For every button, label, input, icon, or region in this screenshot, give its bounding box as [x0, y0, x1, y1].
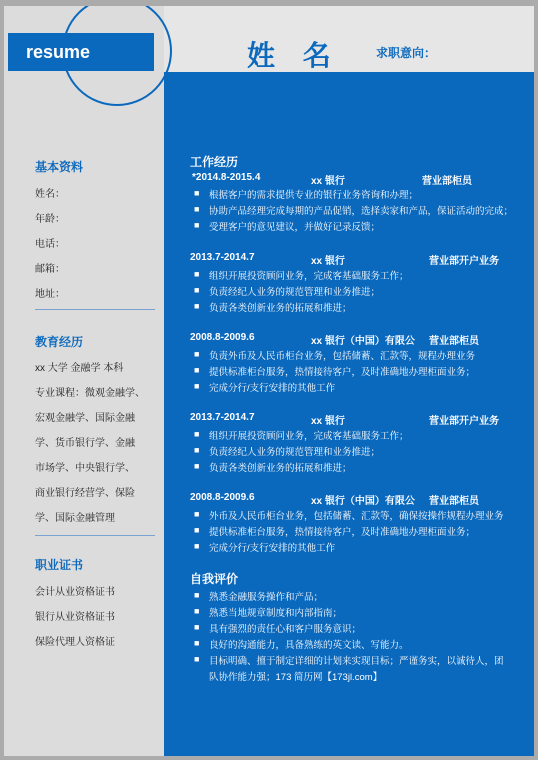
field-address: 地址：: [35, 289, 65, 300]
bullet-icon: ■: [194, 654, 200, 664]
edu-line: 学、国际金融管理: [35, 513, 115, 524]
section-divider: [35, 535, 155, 536]
eval-line: 具有强烈的责任心和客户服务意识；: [209, 624, 362, 635]
eval-line: 良好的沟通能力，具备熟练的英文读、写能力。: [209, 640, 409, 651]
bullet-icon: ■: [194, 220, 200, 230]
job-position: 营业部柜员: [429, 496, 479, 507]
duty-line: 负责经纪人业务的规范管理和业务推进；: [209, 287, 381, 298]
edu-line: xx 大学 金融学 本科: [35, 363, 124, 374]
cert-line: 保险代理人资格证: [35, 637, 115, 648]
job-date: *2014.8-2015.4: [192, 172, 261, 183]
bullet-icon: ■: [194, 269, 200, 279]
field-name: 姓名：: [35, 189, 65, 200]
job-date: 2008.8-2009.6: [190, 492, 255, 503]
certificates-title: 职业证书: [35, 558, 84, 572]
edu-line: 专业课程：微观金融学、: [35, 388, 145, 399]
duty-line: 提供标准柜台服务，热情接待客户，及时准确地办理柜面业务；: [209, 527, 476, 538]
eval-line: 熟悉金融服务操作和产品；: [209, 592, 324, 603]
work-title: 工作经历: [190, 155, 239, 169]
bullet-icon: ■: [194, 349, 200, 359]
duty-line: 负责经纪人业务的规范管理和业务推进；: [209, 447, 381, 458]
duty-line: 根据客户的需求提供专业的银行业务咨询和办理；: [209, 190, 419, 201]
duty-line: 提供标准柜台服务，热情接待客户，及时准确地办理柜面业务；: [209, 367, 476, 378]
job-position: 营业部开户业务: [429, 256, 499, 267]
eval-line: 队协作能力强；173 简历网【173jl.com】: [209, 672, 383, 683]
bullet-icon: ■: [194, 445, 200, 455]
field-phone: 电话：: [35, 239, 65, 250]
edu-line: 市场学、中央银行学、: [35, 463, 135, 474]
candidate-name: 姓 名: [247, 40, 341, 71]
section-divider: [35, 309, 155, 310]
bullet-icon: ■: [194, 381, 200, 391]
job-date: 2008.8-2009.6: [190, 332, 255, 343]
job-date: 2013.7-2014.7: [190, 412, 255, 423]
bullet-icon: ■: [194, 188, 200, 198]
resume-page: [4, 6, 534, 756]
bullet-icon: ■: [194, 541, 200, 551]
job-date: 2013.7-2014.7: [190, 252, 255, 263]
duty-line: 完成分行/支行安排的其他工作: [209, 383, 336, 394]
duty-line: 负责各类创新业务的拓展和推进；: [209, 303, 352, 314]
job-company: xx 银行: [311, 416, 345, 427]
bullet-icon: ■: [194, 461, 200, 471]
duty-line: 协助产品经理完成每期的产品促销，选择卖家和产品，保证活动的完成；: [209, 206, 514, 217]
job-company: xx 银行: [311, 176, 345, 187]
eval-line: 熟悉当地规章制度和内部指南；: [209, 608, 343, 619]
duty-line: 外币及人民币柜台业务，包括储蓄、汇款等，确保按操作规程办理业务: [209, 511, 504, 522]
job-company: xx 银行（中国）有限公: [311, 496, 415, 507]
bullet-icon: ■: [194, 622, 200, 632]
job-position: 营业部柜员: [422, 176, 472, 187]
edu-line: 商业银行经营学、保险: [35, 488, 135, 499]
duty-line: 组织开展投资顾问业务，完成客基础服务工作；: [209, 431, 409, 442]
cert-line: 会计从业资格证书: [35, 587, 115, 598]
duty-line: 完成分行/支行安排的其他工作: [209, 543, 336, 554]
bullet-icon: ■: [194, 638, 200, 648]
job-company: xx 银行: [311, 256, 345, 267]
bullet-icon: ■: [194, 590, 200, 600]
duty-line: 组织开展投资顾问业务，完成客基础服务工作；: [209, 271, 409, 282]
duty-line: 受理客户的意见建议，并做好记录反馈；: [209, 222, 381, 233]
duty-line: 负责各类创新业务的拓展和推进；: [209, 463, 352, 474]
job-company: xx 银行（中国）有限公: [311, 336, 415, 347]
field-age: 年龄：: [35, 214, 65, 225]
edu-line: 宏观金融学、国际金融: [35, 413, 135, 424]
cert-line: 银行从业资格证书: [35, 612, 115, 623]
bullet-icon: ■: [194, 285, 200, 295]
edu-line: 学、货币银行学、金融: [35, 438, 135, 449]
bullet-icon: ■: [194, 525, 200, 535]
job-position: 营业部开户业务: [429, 416, 499, 427]
job-intention-label: 求职意向：: [376, 46, 437, 60]
basic-info-title: 基本资料: [35, 160, 84, 174]
bullet-icon: ■: [194, 429, 200, 439]
bullet-icon: ■: [194, 606, 200, 616]
self-eval-title: 自我评价: [190, 572, 239, 586]
bullet-icon: ■: [194, 365, 200, 375]
eval-line: 目标明确、擅于制定详细的计划来实现目标；严谨务实，以诚待人，团: [209, 656, 504, 667]
name-bar: [164, 6, 534, 72]
bullet-icon: ■: [194, 509, 200, 519]
education-title: 教育经历: [35, 335, 84, 349]
field-email: 邮箱：: [35, 264, 65, 275]
resume-label: resume: [26, 42, 91, 62]
bullet-icon: ■: [194, 204, 200, 214]
duty-line: 负责外币及人民币柜台业务，包括储蓄、汇款等，规程办理业务: [209, 351, 476, 362]
job-position: 营业部柜员: [429, 336, 479, 347]
bullet-icon: ■: [194, 301, 200, 311]
